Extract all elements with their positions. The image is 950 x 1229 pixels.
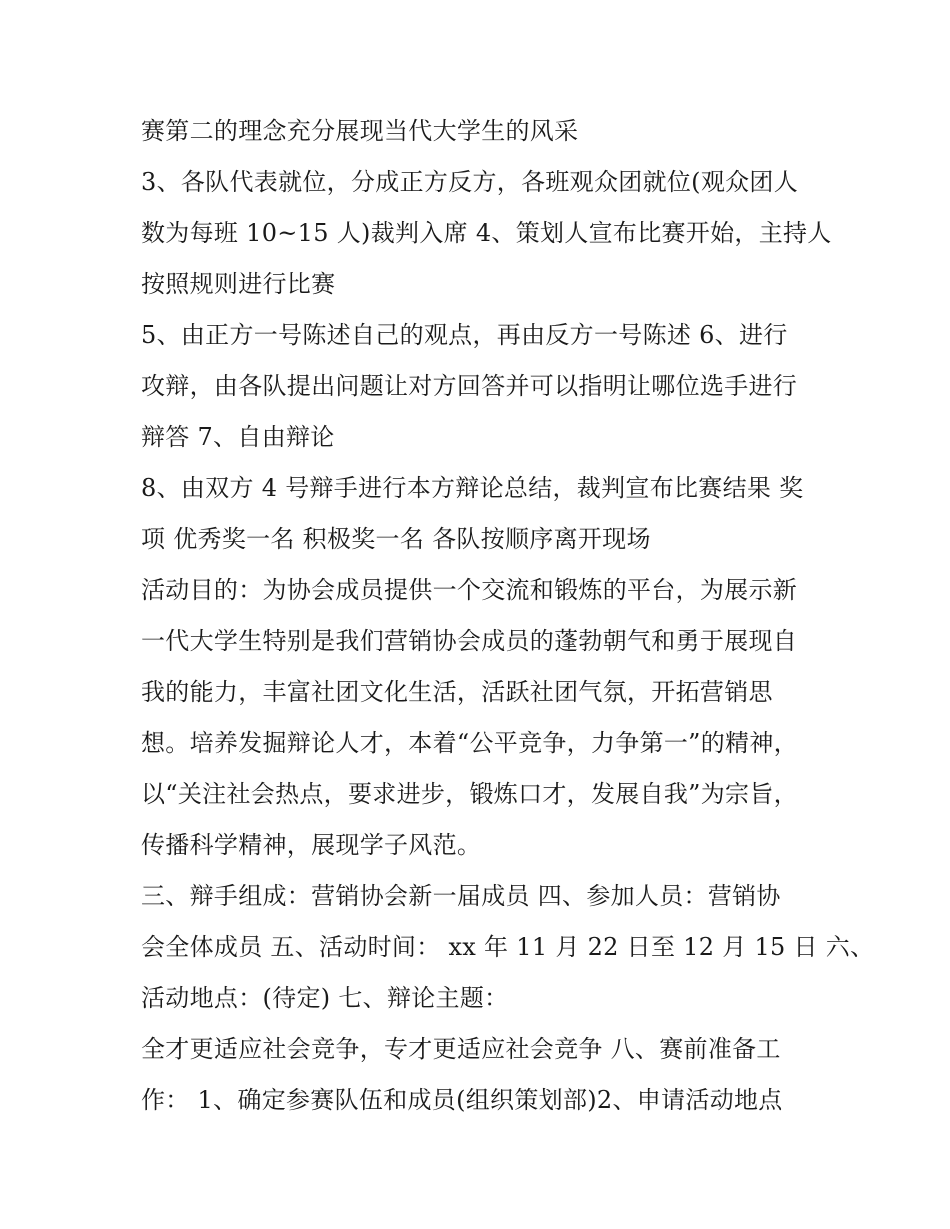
text-line: 会全体成员 五、活动时间： xx 年 11 月 22 日至 12 月 15 日 六、	[141, 933, 875, 961]
text-line: 活动目的：为协会成员提供一个交流和锻炼的平台，为展示新	[141, 576, 798, 604]
text-line: 以“关注社会热点，要求进步，锻炼口才，发展自我”为宗旨，	[141, 780, 798, 808]
document-body	[141, 106, 875, 1126]
text-line: 按照规则进行比赛	[141, 270, 336, 298]
text-line: 8、由双方 4 号辩手进行本方辩论总结，裁判宣布比赛结果 奖	[141, 474, 804, 502]
text-line: 项 优秀奖一名 积极奖一名 各队按顺序离开现场	[141, 525, 651, 553]
text-line: 三、辩手组成：营销协会新一届成员 四、参加人员：营销协	[141, 882, 781, 910]
text-line: 攻辩，由各队提出问题让对方回答并可以指明让哪位选手进行	[141, 372, 798, 400]
text-line: 传播科学精神，展现学子风范。	[141, 831, 482, 859]
text-line: 全才更适应社会竞争，专才更适应社会竞争 八、赛前准备工	[141, 1035, 781, 1063]
text-line: 作： 1、确定参赛队伍和成员(组织策划部)2、申请活动地点	[141, 1086, 783, 1114]
text-line: 数为每班 10~15 人)裁判入席 4、策划人宣布比赛开始，主持人	[141, 219, 832, 247]
text-line: 一代大学生特别是我们营销协会成员的蓬勃朝气和勇于展现自	[141, 627, 798, 655]
text-line: 辩答 7、自由辩论	[141, 423, 335, 451]
text-line: 活动地点：(待定) 七、辩论主题：	[141, 984, 509, 1012]
text-line: 赛第二的理念充分展现当代大学生的风采	[141, 117, 579, 145]
text-line: 5、由正方一号陈述自己的观点，再由反方一号陈述 6、进行	[141, 321, 788, 349]
text-line: 我的能力，丰富社团文化生活，活跃社团气氛，开拓营销思	[141, 678, 773, 706]
text-line: 3、各队代表就位，分成正方反方，各班观众团就位(观众团人	[141, 168, 799, 196]
text-line: 想。培养发掘辩论人才，本着“公平竞争，力争第一”的精神，	[141, 729, 798, 757]
